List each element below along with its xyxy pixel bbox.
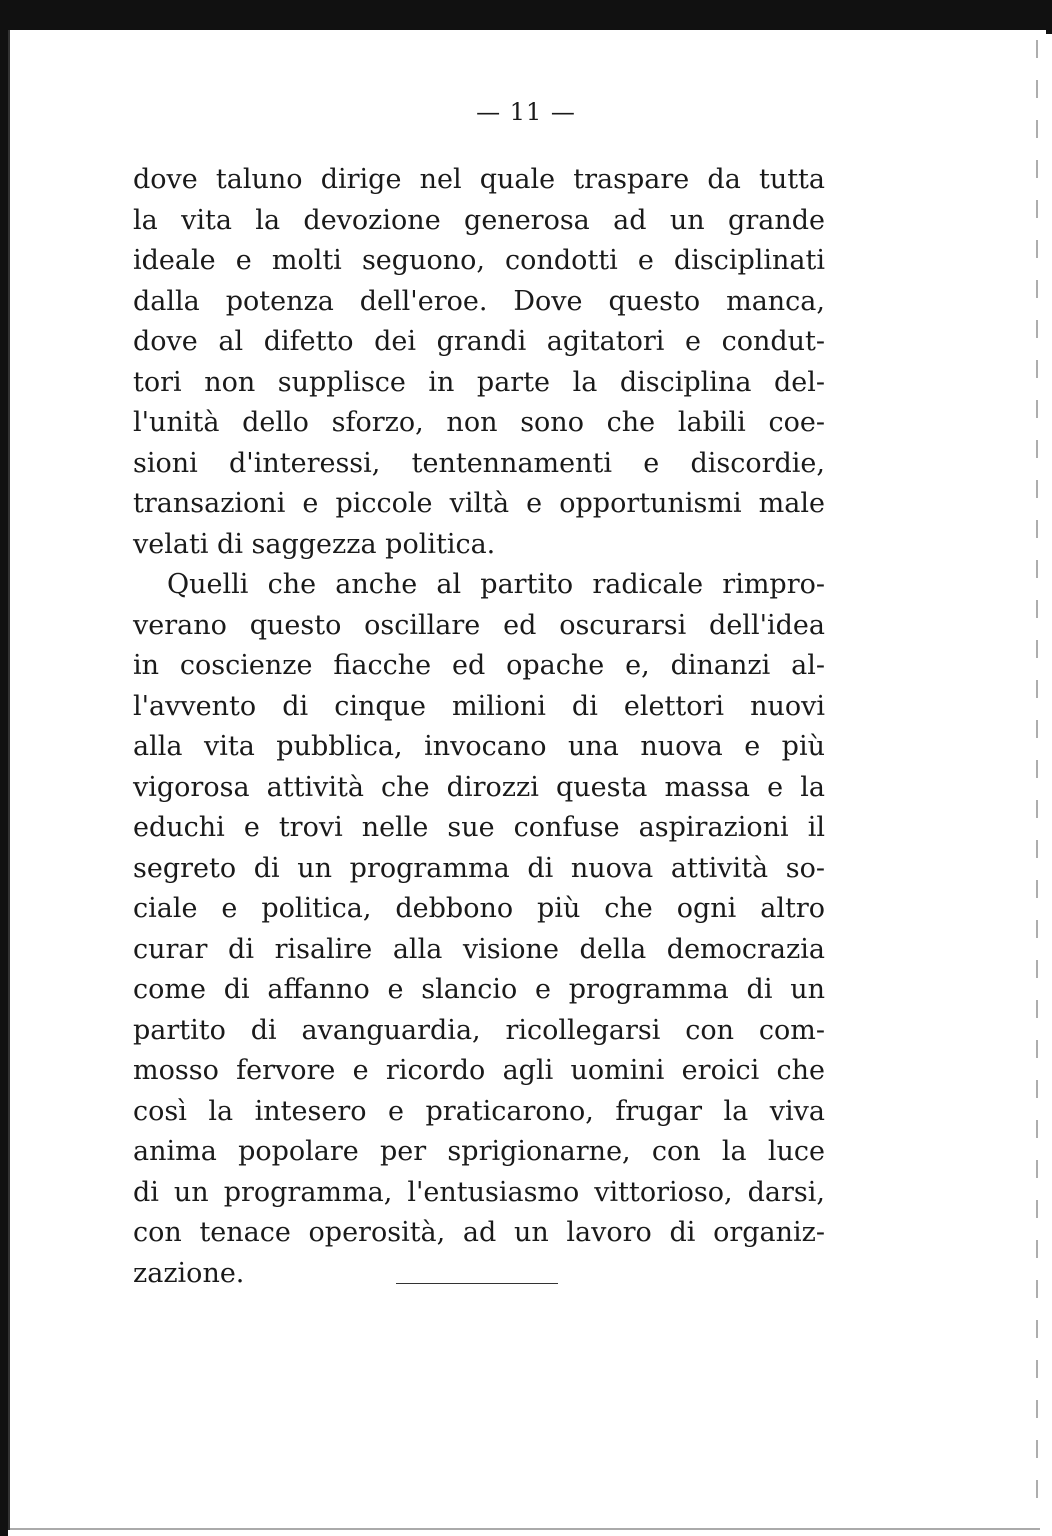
text-line: come di affanno e slancio e programma di un bbox=[133, 974, 825, 1005]
scan-top-border bbox=[0, 0, 1052, 34]
text-line: l'avvento di cinque milioni di elettori nuovi bbox=[133, 690, 825, 722]
text-line: curar di risalire alla visione della democrazia bbox=[133, 933, 825, 965]
text-line: dove al difetto dei grandi agitatori e condut- bbox=[133, 326, 825, 357]
text-line: dove taluno dirige nel quale traspare da tutta bbox=[133, 164, 825, 195]
scan-left-border bbox=[0, 0, 8, 1536]
text-line: vigorosa attività che dirozzi questa massa e la bbox=[133, 771, 825, 803]
text-line: l'unità dello sforzo, non sono che labili coe- bbox=[133, 407, 825, 438]
text-line: zazione. bbox=[133, 1257, 245, 1289]
paragraph-1 bbox=[133, 160, 825, 565]
text-line: la vita la devozione generosa ad un grande bbox=[133, 204, 825, 236]
body-text bbox=[133, 160, 825, 1294]
text-line: in coscienze fiacche ed opache e, dinanzi al- bbox=[133, 650, 825, 681]
text-line: di un programma, l'entusiasmo vittorioso, darsi, bbox=[133, 1176, 825, 1208]
section-end-rule bbox=[396, 1283, 558, 1284]
text-line: Quelli che anche al partito radicale rimpro- bbox=[167, 569, 825, 600]
page-bottom-edge bbox=[10, 1528, 1040, 1530]
text-line: transazioni e piccole viltà e opportunismi male bbox=[133, 488, 825, 519]
text-line: segreto di un programma di nuova attività so- bbox=[133, 852, 825, 884]
text-line: educhi e trovi nelle sue confuse aspirazioni il bbox=[133, 812, 825, 843]
paragraph-2 bbox=[133, 565, 825, 1294]
text-line: verano questo oscillare ed oscurarsi dell'idea bbox=[133, 609, 825, 641]
text-line: ideale e molti seguono, condotti e disciplinati bbox=[133, 245, 825, 276]
page-edge-shadow bbox=[1036, 40, 1038, 1520]
text-line: tori non supplisce in parte la disciplina del- bbox=[133, 366, 825, 398]
text-line: così la intesero e praticarono, frugar la viva bbox=[133, 1095, 825, 1127]
page-number: — 11 — bbox=[476, 98, 576, 126]
text-line: velati di saggezza politica. bbox=[133, 528, 496, 560]
text-line: partito di avanguardia, ricollegarsi con com- bbox=[133, 1014, 825, 1046]
text-line: mosso fervore e ricordo agli uomini eroici che bbox=[133, 1055, 825, 1086]
text-line: ciale e politica, debbono più che ogni altro bbox=[133, 893, 825, 924]
text-line: dalla potenza dell'eroe. Dove questo manca, bbox=[133, 285, 825, 317]
text-line: alla vita pubblica, invocano una nuova e più bbox=[133, 731, 825, 762]
text-line: sioni d'interessi, tentennamenti e discordie, bbox=[133, 447, 825, 479]
text-line: con tenace operosità, ad un lavoro di organiz- bbox=[133, 1217, 825, 1248]
text-line: anima popolare per sprigionarne, con la luce bbox=[133, 1136, 825, 1167]
